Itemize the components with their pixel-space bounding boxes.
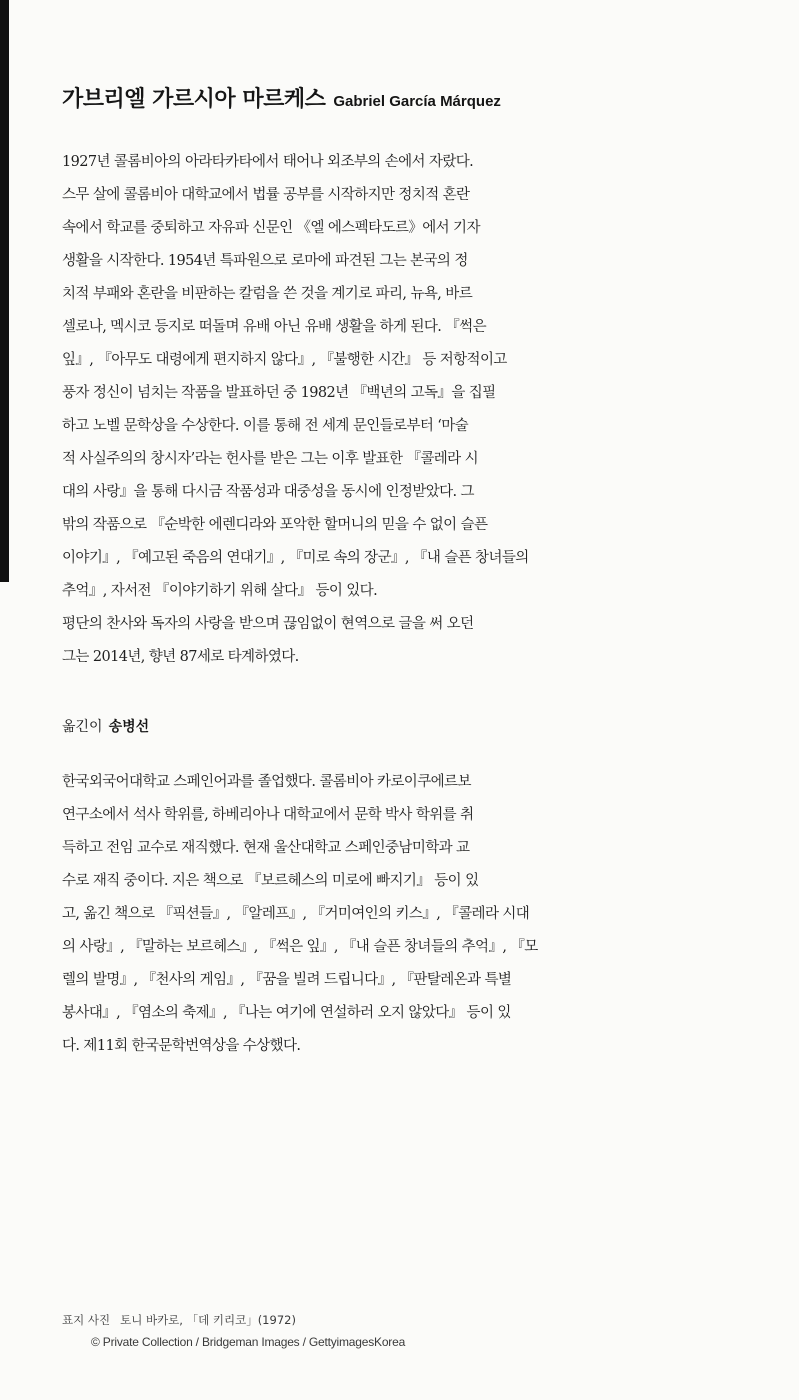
paragraph-line: 봉사대』, 『염소의 축제』, 『나는 여기에 연설하러 오지 않았다』 등이 있 xyxy=(62,1005,511,1021)
translator-name: 송병선 xyxy=(108,719,150,735)
paragraph-line: 다. 제11회 한국문학번역상을 수상했다. xyxy=(62,1038,301,1054)
paragraph-line: 렐의 발명』, 『천사의 게임』, 『꿈을 빌려 드립니다』, 『판탈레온과 특별 xyxy=(62,972,512,988)
paragraph-line: 수로 재직 중이다. 지은 책으로 『보르헤스의 미로에 빠지기』 등이 있 xyxy=(62,873,479,889)
cover-photo-credit xyxy=(62,1309,405,1331)
paragraph-line: 한국외국어대학교 스페인어과를 졸업했다. 콜롬비아 카로이쿠에르보 xyxy=(62,774,471,790)
paragraph-line: 이야기』, 『예고된 죽음의 연대기』, 『미로 속의 장군』, 『내 슬픈 창녀들의 xyxy=(62,550,529,566)
paragraph-line: 대의 사랑』을 통해 다시금 작품성과 대중성을 동시에 인정받았다. 그 xyxy=(62,484,474,500)
paragraph-line: 적 사실주의의 창시자’라는 헌사를 받은 그는 이후 발표한 『콜레라 시 xyxy=(62,451,478,467)
left-edge-bar xyxy=(0,0,9,582)
cover-photo-label: 표지 사진 xyxy=(62,1313,111,1327)
translator-heading xyxy=(62,716,149,736)
paragraph-line: 풍자 정신이 넘치는 작품을 발표하던 중 1982년 『백년의 고독』을 집필 xyxy=(62,385,496,401)
copyright-line: © Private Collection / Bridgeman Images / GettyimagesKorea xyxy=(91,1335,406,1349)
author-name-korean: 가브리엘 가르시아 마르케스 xyxy=(62,87,326,112)
paragraph-line: 셀로나, 멕시코 등지로 떠돌며 유배 아닌 유배 생활을 하게 된다. 『썩은 xyxy=(62,319,486,335)
paragraph-line: 연구소에서 석사 학위를, 하베리아나 대학교에서 문학 박사 학위를 취 xyxy=(62,807,474,823)
paragraph-line: 의 사랑』, 『말하는 보르헤스』, 『썩은 잎』, 『내 슬픈 창녀들의 추억』, 『모 xyxy=(62,939,538,955)
cover-credits xyxy=(62,1309,405,1353)
paragraph-line: 속에서 학교를 중퇴하고 자유파 신문인 《엘 에스펙타도르》에서 기자 xyxy=(62,220,480,236)
paragraph-line: 득하고 전임 교수로 재직했다. 현재 울산대학교 스페인중남미학과 교 xyxy=(62,840,470,856)
paragraph-line: 잎』, 『아무도 대령에게 편지하지 않다』, 『불행한 시간』 등 저항적이고 xyxy=(62,352,507,368)
paragraph-line: 치적 부패와 혼란을 비판하는 칼럼을 쓴 것을 계기로 파리, 뉴욕, 바르 xyxy=(62,286,473,302)
translator-label: 옮긴이 xyxy=(62,719,103,735)
translator-biography xyxy=(62,766,546,1063)
paragraph-line: 고, 옮긴 책으로 『픽션들』, 『알레프』, 『거미여인의 키스』, 『콜레라 시대 xyxy=(62,906,530,922)
author-heading xyxy=(62,82,501,113)
paragraph-line: 평단의 찬사와 독자의 사랑을 받으며 끊임없이 현역으로 글을 써 오던 xyxy=(62,616,474,632)
author-biography xyxy=(62,146,546,674)
paragraph-line: 추억』, 자서전 『이야기하기 위해 살다』 등이 있다. xyxy=(62,583,378,599)
cover-artwork-title: 토니 바카로, 「데 키리코」(1972) xyxy=(120,1313,296,1327)
paragraph-line: 그는 2014년, 향년 87세로 타계하였다. xyxy=(62,649,299,665)
paragraph-line: 1927년 콜롬비아의 아라타카타에서 태어나 외조부의 손에서 자랐다. xyxy=(62,154,474,170)
paragraph-line: 하고 노벨 문학상을 수상한다. 이를 통해 전 세계 문인들로부터 ‘마술 xyxy=(62,418,469,434)
paragraph-line: 밖의 작품으로 『순박한 에렌디라와 포악한 할머니의 믿을 수 없이 슬픈 xyxy=(62,517,488,533)
paragraph-line: 생활을 시작한다. 1954년 특파원으로 로마에 파견된 그는 본국의 정 xyxy=(62,253,468,269)
paragraph-line: 스무 살에 콜롬비아 대학교에서 법률 공부를 시작하지만 정치적 혼란 xyxy=(62,187,470,203)
author-name-original: Gabriel García Márquez xyxy=(333,93,501,110)
